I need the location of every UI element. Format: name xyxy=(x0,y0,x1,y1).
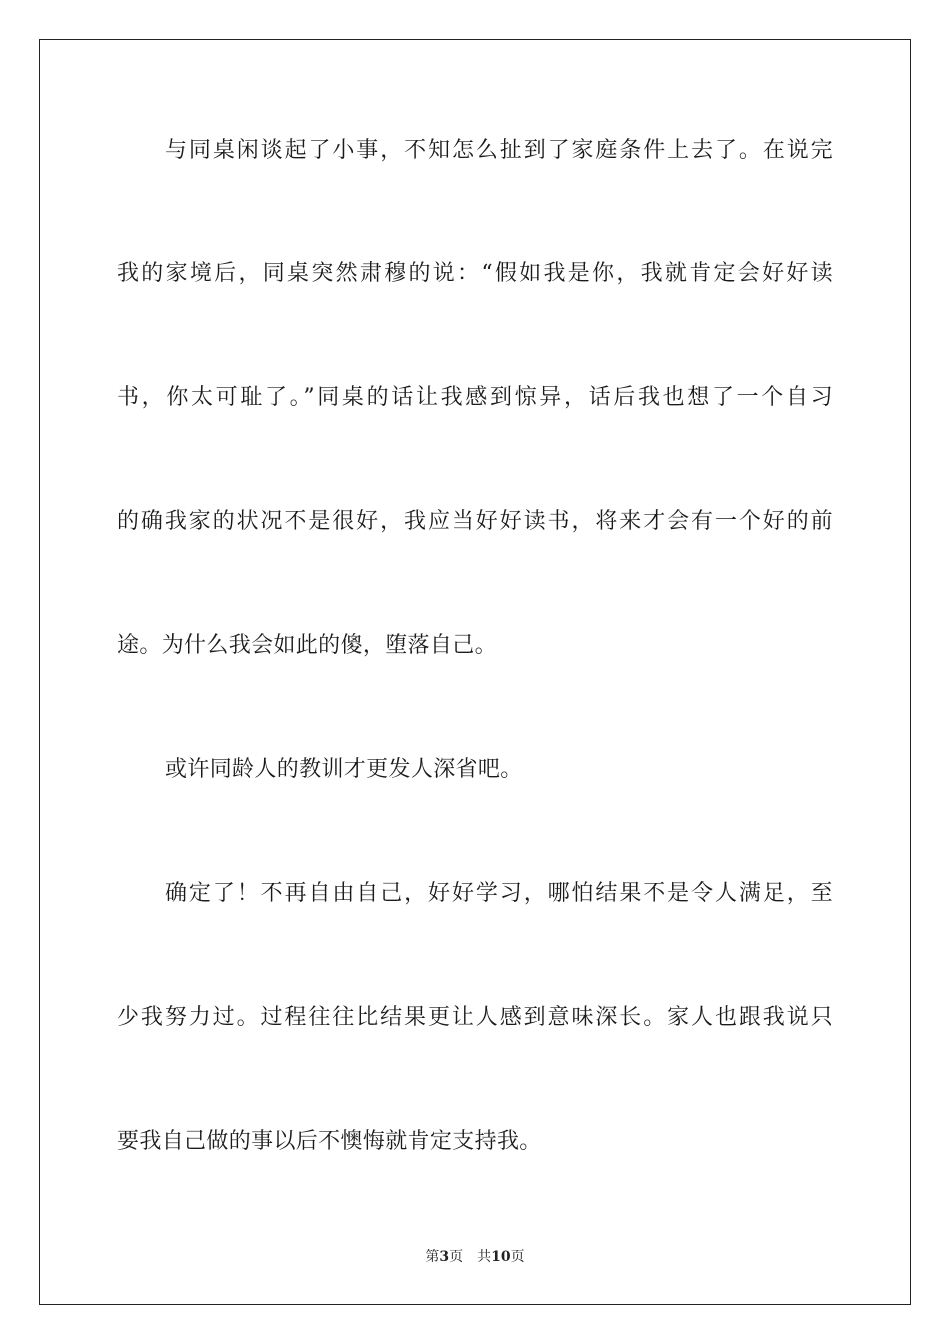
paragraph-line: 与同桌闲谈起了小事，不知怎么扯到了家庭条件上去了。在说完 xyxy=(165,138,833,163)
paragraph-line: 途。为什么我会如此的傻，堕落自己。 xyxy=(117,633,497,658)
page-border xyxy=(39,39,911,1305)
paragraph-line: 要我自己做的事以后不懊悔就肯定支持我。 xyxy=(117,1129,542,1154)
page-suffix: 页 xyxy=(449,1249,464,1265)
paragraph-line: 或许同龄人的教训才更发人深省吧。 xyxy=(165,757,523,782)
total-prefix: 共 xyxy=(477,1249,492,1265)
total-page-count: 10 xyxy=(491,1249,511,1265)
paragraph-line: 我的家境后，同桌突然肃穆的说：“假如我是你，我就肯定会好好读 xyxy=(117,261,833,286)
page-number-footer xyxy=(0,1248,950,1266)
paragraph-line: 确定了！不再自由自己，好好学习，哪怕结果不是令人满足，至 xyxy=(165,881,833,906)
paragraph-line: 书，你太可耻了。”同桌的话让我感到惊异，话后我也想了一个自习 xyxy=(117,385,833,410)
paragraph-line: 的确我家的状况不是很好，我应当好好读书，将来才会有一个好的前 xyxy=(117,509,833,534)
paragraph-line: 少我努力过。过程往往比结果更让人感到意味深长。家人也跟我说只 xyxy=(117,1005,833,1030)
current-page-number: 3 xyxy=(439,1249,450,1265)
total-suffix: 页 xyxy=(510,1249,525,1265)
page-prefix: 第 xyxy=(425,1249,440,1265)
